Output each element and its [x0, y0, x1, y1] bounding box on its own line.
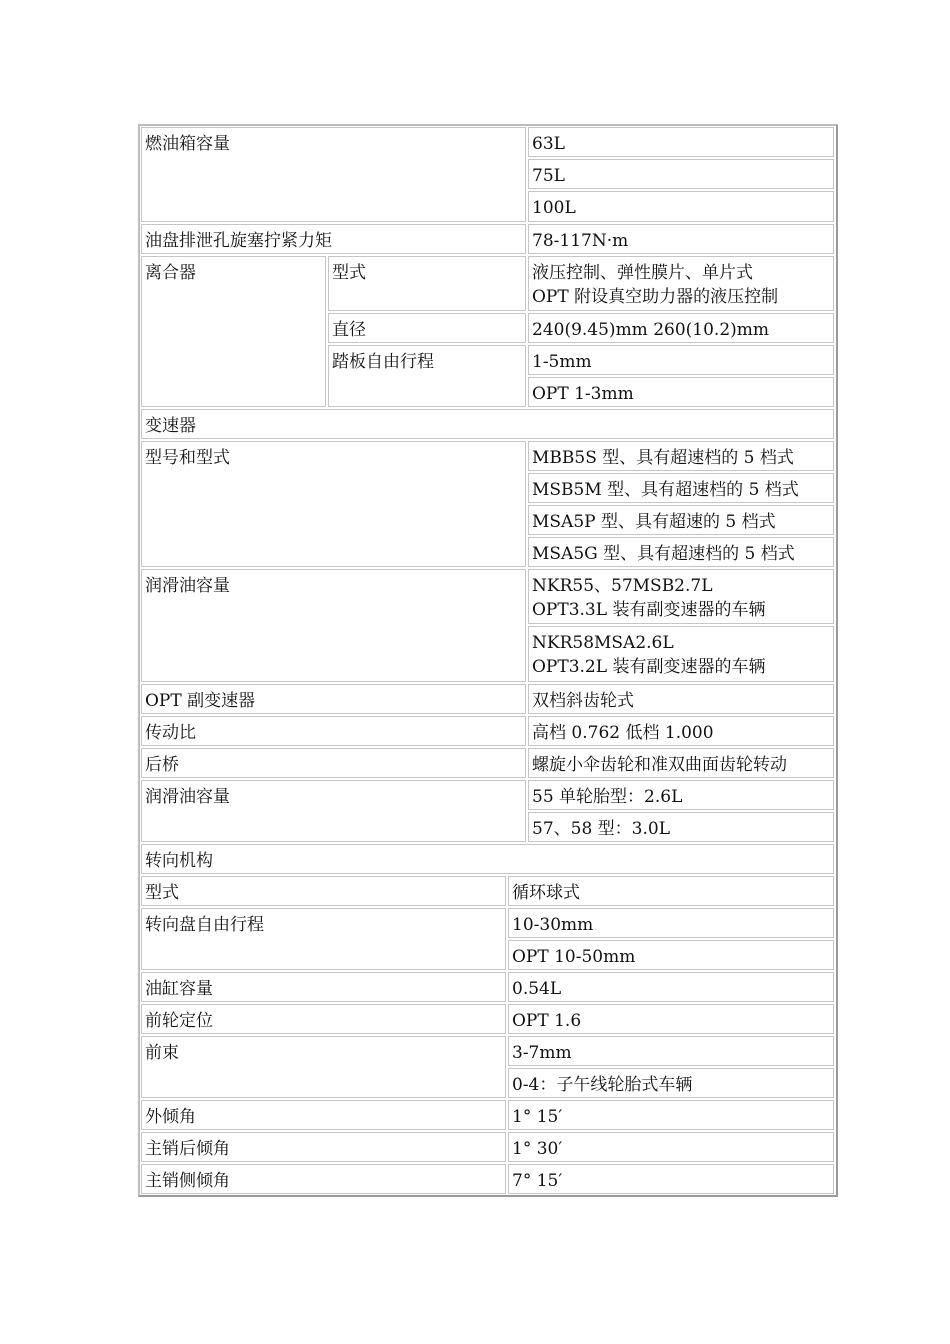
steering-wheel-play-label: 转向盘自由行程: [141, 908, 506, 970]
fuel-tank-63l: 63L: [528, 127, 834, 157]
rear-axle-lube-value-2: 57、58 型：3.0L: [528, 812, 834, 842]
transmission-lube-2-line-2: OPT3.2L 装有副变速器的车辆: [532, 657, 766, 677]
rear-axle-lube-value-1: 55 单轮胎型：2.6L: [528, 780, 834, 810]
transmission-model-4: MSA5G 型、具有超速档的 5 档式: [528, 537, 834, 567]
transmission-model-3: MSA5P 型、具有超速的 5 档式: [528, 505, 834, 535]
clutch-type-label: 型式: [328, 256, 526, 311]
fuel-tank-100l: 100L: [528, 191, 834, 222]
cylinder-capacity-label: 油缸容量: [141, 972, 506, 1002]
transmission-lube-1-line-2: OPT3.3L 装有副变速器的车辆: [532, 600, 766, 620]
clutch-type-line-2: OPT 附设真空助力器的液压控制: [532, 287, 779, 307]
transmission-model-label: 型号和型式: [141, 441, 526, 567]
aux-transmission-label: OPT 副变速器: [141, 684, 526, 714]
fuel-tank-75l: 75L: [528, 159, 834, 189]
rear-axle-value: 螺旋小伞齿轮和准双曲面齿轮转动: [528, 748, 834, 778]
camber-label: 外倾角: [141, 1100, 506, 1130]
steering-type-value: 循环球式: [508, 876, 834, 906]
clutch-pedal-value-2: OPT 1-3mm: [528, 377, 834, 407]
gear-ratio-value: 高档 0.762 低档 1.000: [528, 716, 834, 746]
toe-in-value-1: 3-7mm: [508, 1036, 834, 1066]
drain-torque-label: 油盘排泄孔旋塞拧紧力矩: [141, 224, 526, 254]
drain-torque-value: 78-117N·m: [528, 224, 834, 254]
toe-in-value-2: 0-4：子午线轮胎式车辆: [508, 1068, 834, 1098]
transmission-lube-label: 润滑油容量: [141, 569, 526, 682]
steering-wheel-play-value-2: OPT 10-50mm: [508, 940, 834, 970]
caster-value: 1° 30′: [508, 1132, 834, 1162]
transmission-lube-value-2: [528, 626, 834, 682]
transmission-model-2: MSB5M 型、具有超速档的 5 档式: [528, 473, 834, 503]
kingpin-inclination-value: 7° 15′: [508, 1164, 834, 1194]
gear-ratio-label: 传动比: [141, 716, 526, 746]
clutch-diameter-value: 240(9.45)mm 260(10.2)mm: [528, 313, 834, 343]
aux-transmission-value: 双档斜齿轮式: [528, 684, 834, 714]
toe-in-label: 前束: [141, 1036, 506, 1098]
transmission-lube-1-line-1: NKR55、57MSB2.7L: [532, 576, 713, 596]
steering-type-label: 型式: [141, 876, 506, 906]
camber-value: 1° 15′: [508, 1100, 834, 1130]
cylinder-capacity-value: 0.54L: [508, 972, 834, 1002]
clutch-pedal-value-1: 1-5mm: [528, 345, 834, 375]
clutch-label: 离合器: [141, 256, 326, 407]
steering-wheel-play-value-1: 10-30mm: [508, 908, 834, 938]
kingpin-inclination-label: 主销侧倾角: [141, 1164, 506, 1194]
clutch-pedal-label: 踏板自由行程: [328, 345, 526, 407]
caster-label: 主销后倾角: [141, 1132, 506, 1162]
clutch-diameter-label: 直径: [328, 313, 526, 343]
wheel-alignment-label: 前轮定位: [141, 1004, 506, 1034]
clutch-type-value: [528, 256, 834, 311]
rear-axle-label: 后桥: [141, 748, 526, 778]
rear-axle-lube-label: 润滑油容量: [141, 780, 526, 842]
transmission-lube-2-line-1: NKR58MSA2.6L: [532, 633, 674, 653]
fuel-tank-label: 燃油箱容量: [141, 127, 526, 222]
wheel-alignment-value: OPT 1.6: [508, 1004, 834, 1034]
transmission-model-1: MBB5S 型、具有超速档的 5 档式: [528, 441, 834, 471]
steering-section-title: 转向机构: [141, 844, 834, 874]
transmission-section-title: 变速器: [141, 409, 834, 439]
clutch-type-line-1: 液压控制、弹性膜片、单片式: [532, 263, 753, 283]
transmission-lube-value-1: [528, 569, 834, 624]
